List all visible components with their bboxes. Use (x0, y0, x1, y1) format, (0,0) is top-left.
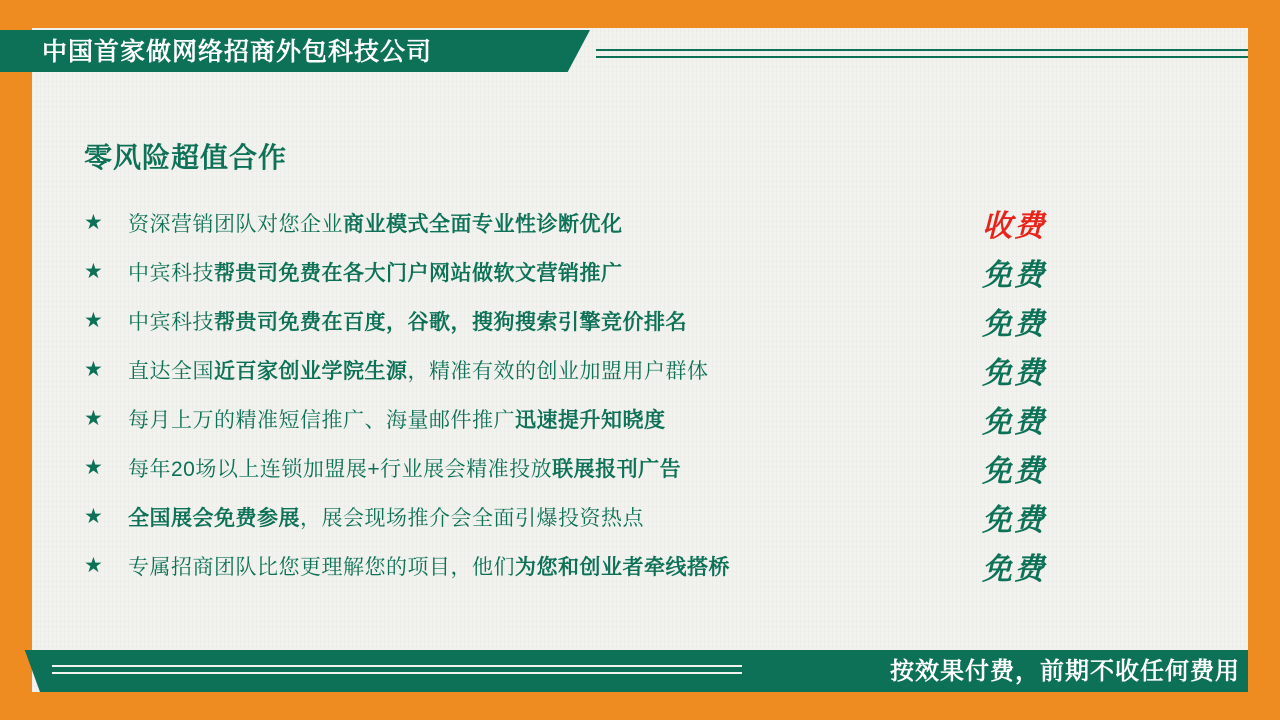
list-item-text-plain: 专属招商团队比您更理解您的项目，他们 (128, 555, 515, 579)
header-double-rule (596, 49, 1248, 58)
list-item-text-emphasis: 联展报刊广告 (552, 457, 682, 481)
price-badge: 免费 (982, 551, 1046, 587)
list-item-text-plain: 中宾科技 (128, 310, 214, 334)
price-badge: 收费 (982, 208, 1046, 244)
list-item-text (128, 453, 1084, 483)
list-item (84, 394, 1084, 443)
star-icon: ★ (84, 554, 103, 577)
list-item-text-emphasis: 为您和创业者牵线搭桥 (515, 555, 730, 579)
benefits-list (84, 198, 1084, 590)
list-item (84, 345, 1084, 394)
list-item-text-tail: ，展会现场推介会全面引爆投资热点 (300, 506, 644, 530)
list-item-text-plain: 资深营销团队对您企业 (128, 212, 343, 236)
footer-text: 按效果付费，前期不收任何费用 (890, 658, 1240, 685)
page-title: 零风险超值合作 (84, 142, 288, 173)
list-item-text-plain: 每月上万的精准短信推广、海量邮件推广 (128, 408, 515, 432)
list-item (84, 247, 1084, 296)
list-item-text-emphasis: 帮贵司免费在各大门户网站做软文营销推广 (214, 261, 623, 285)
price-badge: 免费 (982, 502, 1046, 538)
list-item-text-plain: 每年20场以上连锁加盟展+行业展会精准投放 (128, 457, 553, 481)
star-icon: ★ (84, 505, 103, 528)
list-item (84, 296, 1084, 345)
list-item (84, 541, 1084, 590)
price-badge: 免费 (982, 257, 1046, 293)
star-icon: ★ (84, 260, 103, 283)
star-icon: ★ (84, 309, 103, 332)
list-item-text-plain: 中宾科技 (128, 261, 214, 285)
list-item-text (128, 355, 1084, 385)
star-icon: ★ (84, 358, 103, 381)
list-item-text (128, 404, 1084, 434)
list-item (84, 443, 1084, 492)
price-badge: 免费 (982, 355, 1046, 391)
list-item-text (128, 502, 1084, 532)
footer-double-rule (52, 665, 742, 674)
price-badge: 免费 (982, 306, 1046, 342)
list-item-text (128, 208, 1084, 238)
header-title: 中国首家做网络招商外包科技公司 (42, 38, 433, 66)
list-item-text-tail: ，精准有效的创业加盟用户群体 (407, 359, 709, 383)
list-item-text (128, 551, 1084, 581)
list-item (84, 492, 1084, 541)
list-item-text-emphasis: 近百家创业学院生源 (214, 359, 408, 383)
list-item (84, 198, 1084, 247)
list-item-text (128, 257, 1084, 287)
price-badge: 免费 (982, 453, 1046, 489)
list-item-text-emphasis: 帮贵司免费在百度，谷歌，搜狗搜索引擎竞价排名 (214, 310, 687, 334)
star-icon: ★ (84, 211, 103, 234)
list-item-text-emphasis: 全国展会免费参展 (128, 506, 300, 530)
star-icon: ★ (84, 456, 103, 479)
list-item-text-emphasis: 商业模式全面专业性诊断优化 (343, 212, 623, 236)
list-item-text (128, 306, 1084, 336)
list-item-text-emphasis: 迅速提升知晓度 (515, 408, 666, 432)
price-badge: 免费 (982, 404, 1046, 440)
star-icon: ★ (84, 407, 103, 430)
list-item-text-plain: 直达全国 (128, 359, 214, 383)
